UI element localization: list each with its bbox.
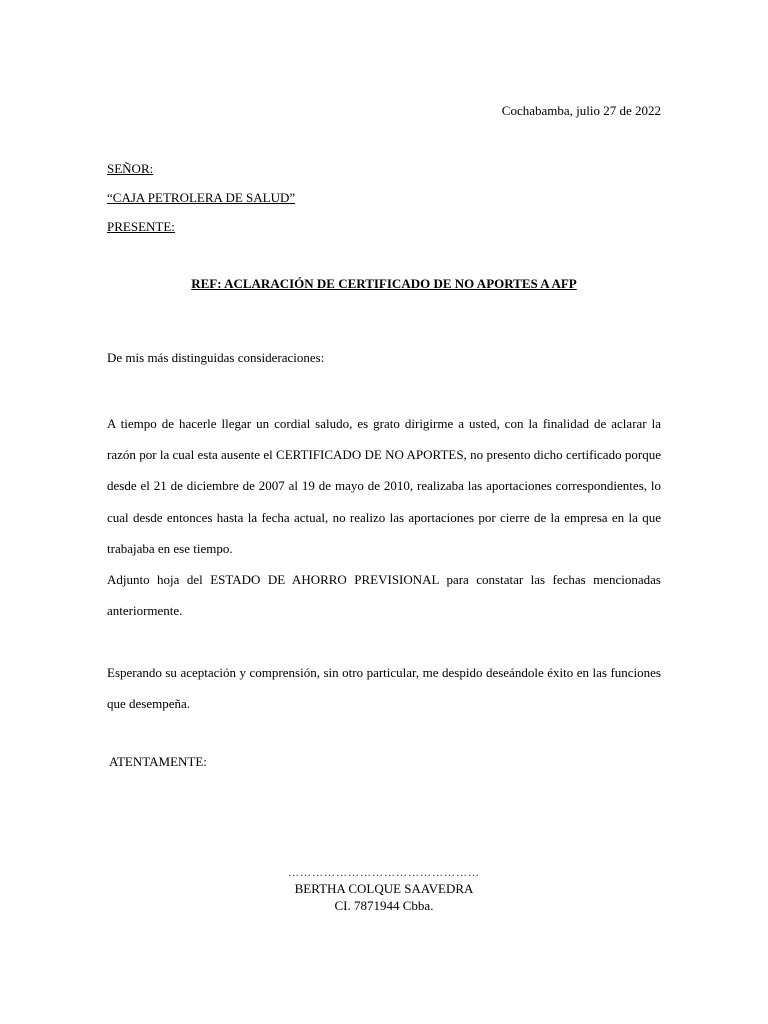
body-paragraph-1: A tiempo de hacerle llegar un cordial saludo, es grato dirigirme a usted, con la finalidad de aclarar la razón por la cual esta ausente el CERTIFICADO DE NO APORTES, no presento dicho certificado porque desde el 21 de diciembre de 2007 al 19 de mayo de 2010, realizaba las aportaciones correspondientes, lo cual desde entonces hasta la fecha actual, no realizo las aportaciones por cierre de la empresa en la que trabajaba en ese tiempo. [107,416,661,556]
signer-name: BERTHA COLQUE SAAVEDRA [294,881,474,896]
addressee-title: SEÑOR: [107,161,154,176]
addressee-presente: PRESENTE: [107,219,175,234]
reference-line: REF: ACLARACIÓN DE CERTIFICADO DE NO APORTES A AFP [191,276,577,291]
signature-block [0,866,768,914]
signature-line: ………………………………………… [288,867,480,879]
addressee-organization: “CAJA PETROLERA DE SALUD” [107,190,296,205]
closing-paragraph [107,657,661,719]
addressee-block [107,154,295,241]
closing-text: Esperando su aceptación y comprensión, sin otro particular, me despido deseándole éxito en las funciones que desempeña. [107,665,661,712]
sign-off: ATENTAMENTE: [109,754,207,769]
greeting: De mis más distinguidas consideraciones: [107,350,325,365]
date-line: Cochabamba, julio 27 de 2022 [501,103,661,118]
signer-id: CI. 7871944 Cbba. [334,898,434,913]
body-paragraph-2: Adjunto hoja del ESTADO DE AHORRO PREVISIONAL para constatar las fechas mencionadas anteriormente. [107,572,661,619]
letter-body [107,408,661,626]
